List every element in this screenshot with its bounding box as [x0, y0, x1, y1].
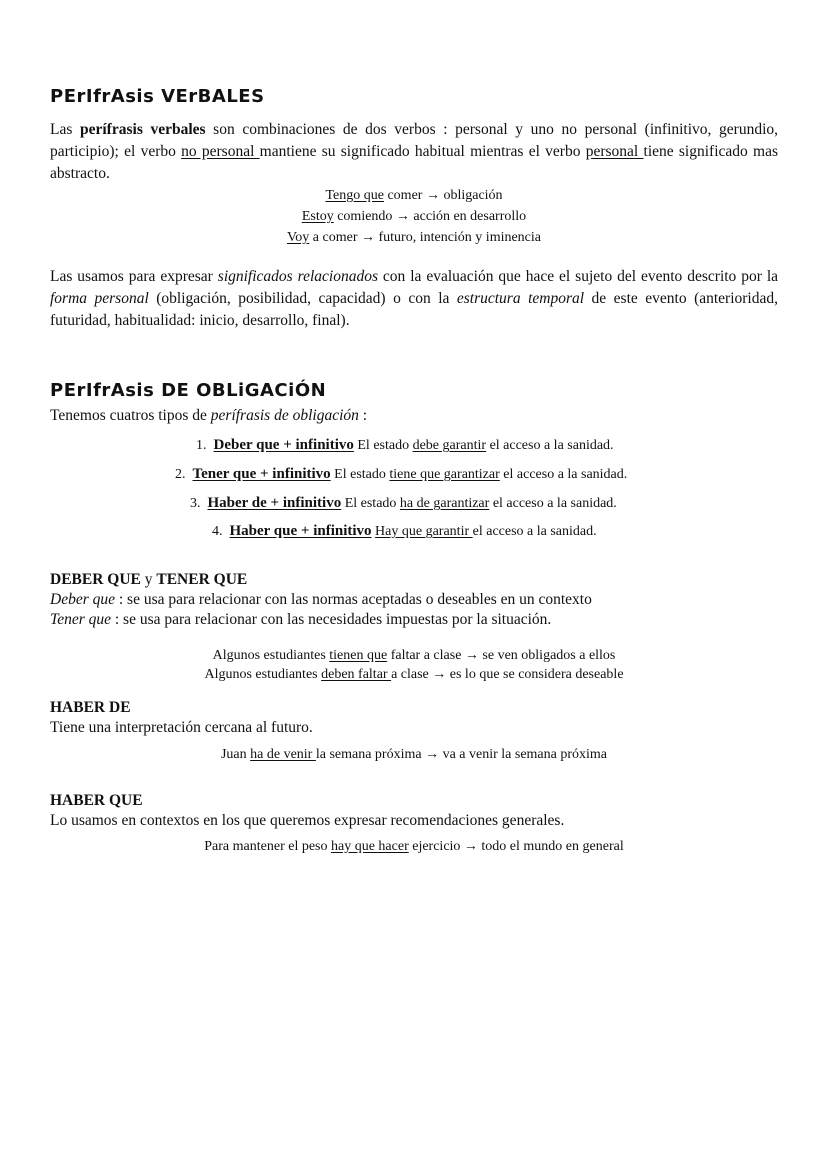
deber-que-line	[50, 590, 592, 610]
intro-underline-no-personal: no personal	[181, 143, 260, 160]
item-text: El estado	[341, 496, 400, 511]
obligation-item-3	[190, 495, 617, 512]
usage-italic: estructura temporal	[456, 290, 585, 307]
heading-bold: DEBER QUE	[50, 571, 141, 588]
example-text: la semana próxima → va a venir la semana próxima	[315, 747, 608, 762]
intro-text: Las	[50, 121, 80, 138]
item-number: 2.	[175, 467, 186, 482]
item-underline: tiene que garantizar	[389, 467, 500, 482]
haber-que-text: Lo usamos en contextos en los que queremos expresar recomendaciones generales.	[50, 812, 565, 829]
deber-tener-examples	[0, 646, 828, 684]
item-form: Deber que + infinitivo	[213, 437, 354, 453]
item-text: el acceso a la sanidad.	[489, 496, 617, 511]
obligation-intro	[50, 407, 367, 425]
term-italic: Deber que	[50, 591, 115, 608]
item-number: 1.	[196, 438, 207, 453]
item-underline: ha de garantizar	[399, 496, 490, 511]
example-line	[0, 665, 828, 684]
example-text: faltar a clase → se ven obligados a ellos	[387, 648, 616, 663]
item-form: Haber que + infinitivo	[229, 523, 372, 539]
deber-tener-heading	[50, 570, 592, 590]
obligation-intro-italic: perífrasis de obligación	[210, 407, 359, 424]
heading-bold: TENER QUE	[156, 571, 248, 588]
intro-paragraph	[50, 119, 778, 185]
definition-text: : se usa para relacionar con las normas aceptadas o deseables en un contexto	[115, 591, 592, 608]
usage-paragraph	[50, 266, 778, 332]
item-number: 3.	[190, 496, 201, 511]
obligation-intro-text: Tenemos cuatros tipos de	[50, 407, 211, 424]
section-title-perifrasis-verbales: PErIfrAsis VErBALES	[50, 86, 265, 107]
section-title-perifrasis-obligacion: PErIfrAsis DE OBLiGACiÓN	[50, 380, 327, 401]
usage-italic: significados relacionados	[217, 268, 378, 285]
haber-de-text: Tiene una interpretación cercana al futuro.	[50, 719, 313, 736]
example-text: Algunos estudiantes	[204, 667, 322, 682]
item-number: 4.	[212, 524, 223, 539]
heading-connector: y	[140, 571, 157, 588]
deber-tener-block	[50, 570, 592, 630]
item-text: el acceso a la sanidad.	[486, 438, 614, 453]
haber-de-example	[0, 747, 828, 763]
item-form: Haber de + infinitivo	[207, 495, 342, 511]
example-line	[0, 646, 828, 665]
example-line	[0, 227, 828, 248]
example-underline: deben faltar	[321, 667, 392, 682]
example-underline: tienen que	[329, 648, 388, 663]
example-underline: ha de venir	[250, 747, 316, 762]
term-italic: Tener que	[50, 611, 111, 628]
example-text: a comer → futuro, intención y iminencia	[309, 230, 542, 245]
example-text: comer → obligación	[383, 188, 503, 203]
usage-text: con la evaluación que hace el sujeto del evento descrito por la	[378, 268, 779, 285]
obligation-item-2	[175, 466, 627, 483]
obligation-item-1	[196, 437, 614, 454]
example-line	[0, 206, 828, 227]
example-text: a clase → es lo que se considera deseable	[391, 667, 624, 682]
item-text: El estado	[330, 467, 390, 482]
example-text: Para mantener el peso	[204, 839, 331, 854]
obligation-intro-text: :	[358, 407, 368, 424]
item-underline: debe garantir	[412, 438, 487, 453]
intro-bold-term: perífrasis verbales	[80, 121, 206, 138]
item-text: El estado	[353, 438, 413, 453]
haber-de-block	[50, 698, 313, 738]
usage-italic: forma personal	[50, 290, 149, 307]
haber-que-example	[0, 839, 828, 855]
intro-text: son combinaciones de dos verbos : personal y uno no personal (infinitivo, gerundio, participio); el verbo	[50, 121, 778, 160]
item-text: el acceso a la sanidad.	[472, 524, 597, 539]
intro-text: tiene significado mas abstracto.	[50, 143, 778, 182]
examples-block	[0, 185, 828, 248]
item-form: Tener que + infinitivo	[192, 466, 331, 482]
tener-que-line	[50, 610, 592, 630]
example-text: Juan	[220, 747, 251, 762]
haber-de-heading: HABER DE	[50, 699, 131, 716]
intro-text: mantiene su significado habitual mientras el verbo	[259, 143, 586, 160]
example-text: Algunos estudiantes	[212, 648, 330, 663]
item-text: el acceso a la sanidad.	[499, 467, 628, 482]
example-text: ejercicio → todo el mundo en general	[408, 839, 624, 854]
example-text: comiendo → acción en desarrollo	[333, 209, 527, 224]
intro-underline-personal: personal	[585, 143, 644, 160]
example-underline: Estoy	[301, 209, 334, 224]
usage-text: Las usamos para expresar	[50, 268, 218, 285]
example-underline: hay que hacer	[331, 839, 409, 854]
definition-text: : se usa para relacionar con las necesidades impuestas por la situación.	[111, 611, 552, 628]
usage-text: (obligación, posibilidad, capacidad) o con la	[148, 290, 457, 307]
haber-que-heading: HABER QUE	[50, 792, 143, 809]
example-line	[0, 185, 828, 206]
example-underline: Tengo que	[325, 188, 384, 203]
item-underline: Hay que garantir	[375, 524, 473, 539]
obligation-item-4	[212, 523, 597, 540]
example-underline: Voy	[286, 230, 310, 245]
usage-text: de este evento (anterioridad, futuridad, habitualidad: inicio, desarrollo, final).	[50, 290, 778, 329]
haber-que-block	[50, 791, 564, 831]
